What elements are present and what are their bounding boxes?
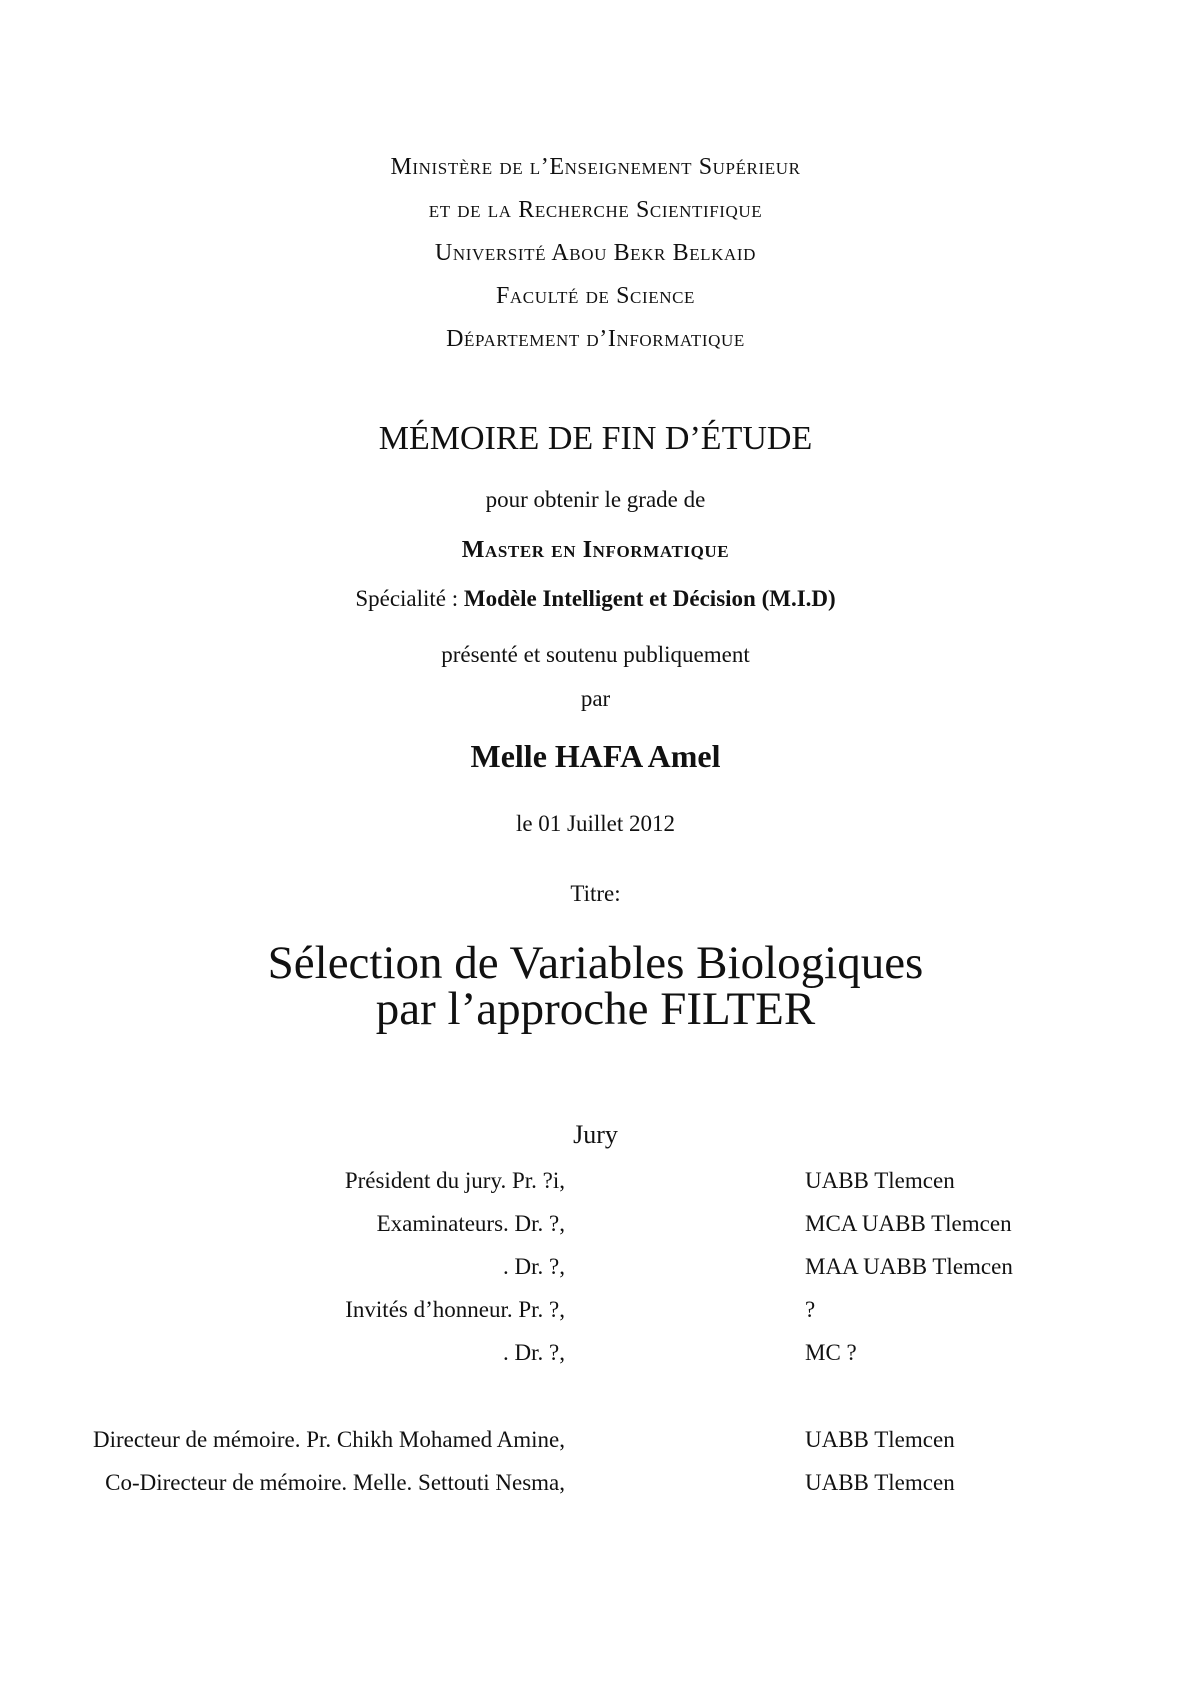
jury-row [0, 1340, 1191, 1370]
ministry-line: Ministère de l’Enseignement Supérieur [390, 154, 801, 180]
specialty [0, 586, 1191, 612]
jury-role: Président du jury. Pr. ?i, [344, 1168, 565, 1193]
thesis-title-line1: Sélection de Variables Biologiques [267, 937, 924, 989]
director-role: Directeur de mémoire. Pr. Chikh Mohamed Amine, [92, 1427, 565, 1452]
jury-affiliation: ? [805, 1297, 816, 1322]
jury-row [0, 1211, 1191, 1241]
jury-heading: Jury [573, 1120, 618, 1149]
purpose-text: pour obtenir le grade de [485, 487, 706, 512]
jury-affiliation: MCA UABB Tlemcen [805, 1211, 1012, 1236]
specialty-value: Modèle Intelligent et Décision (M.I.D) [463, 586, 836, 611]
by-text: par [580, 686, 611, 711]
department-line: Département d’Informatique [446, 326, 745, 352]
faculty-line: Faculté de Science [495, 283, 696, 309]
specialty-label: Spécialité : [355, 586, 464, 611]
jury-row [0, 1297, 1191, 1327]
director-affiliation: UABB Tlemcen [805, 1427, 955, 1452]
research-line: et de la Recherche Scientifique [428, 197, 763, 223]
presented-text: présenté et soutenu publiquement [441, 642, 750, 667]
jury-row [0, 1254, 1191, 1284]
jury-affiliation: UABB Tlemcen [805, 1168, 955, 1193]
author-name: Melle HAFA Amel [470, 738, 721, 774]
defense-date: le 01 Juillet 2012 [515, 811, 676, 836]
jury-affiliation: MAA UABB Tlemcen [805, 1254, 1013, 1279]
jury-affiliation: MC ? [805, 1340, 857, 1365]
codirector-role: Co-Directeur de mémoire. Melle. Settouti Nesma, [105, 1470, 565, 1495]
director-row [0, 1470, 1191, 1500]
jury-role: Invités d’honneur. Pr. ?, [345, 1297, 565, 1322]
title-label: Titre: [570, 881, 621, 906]
university-line: Université Abou Bekr Belkaid [434, 240, 757, 266]
thesis-type: MÉMOIRE DE FIN D’ÉTUDE [378, 420, 813, 457]
jury-row [0, 1168, 1191, 1198]
jury-role: . Dr. ?, [503, 1254, 565, 1279]
thesis-title-line2: par l’approche FILTER [375, 983, 816, 1035]
codirector-affiliation: UABB Tlemcen [805, 1470, 955, 1495]
director-row [0, 1427, 1191, 1457]
jury-role: . Dr. ?, [503, 1340, 565, 1365]
jury-role: Examinateurs. Dr. ?, [376, 1211, 565, 1236]
degree: Master en Informatique [461, 537, 730, 563]
